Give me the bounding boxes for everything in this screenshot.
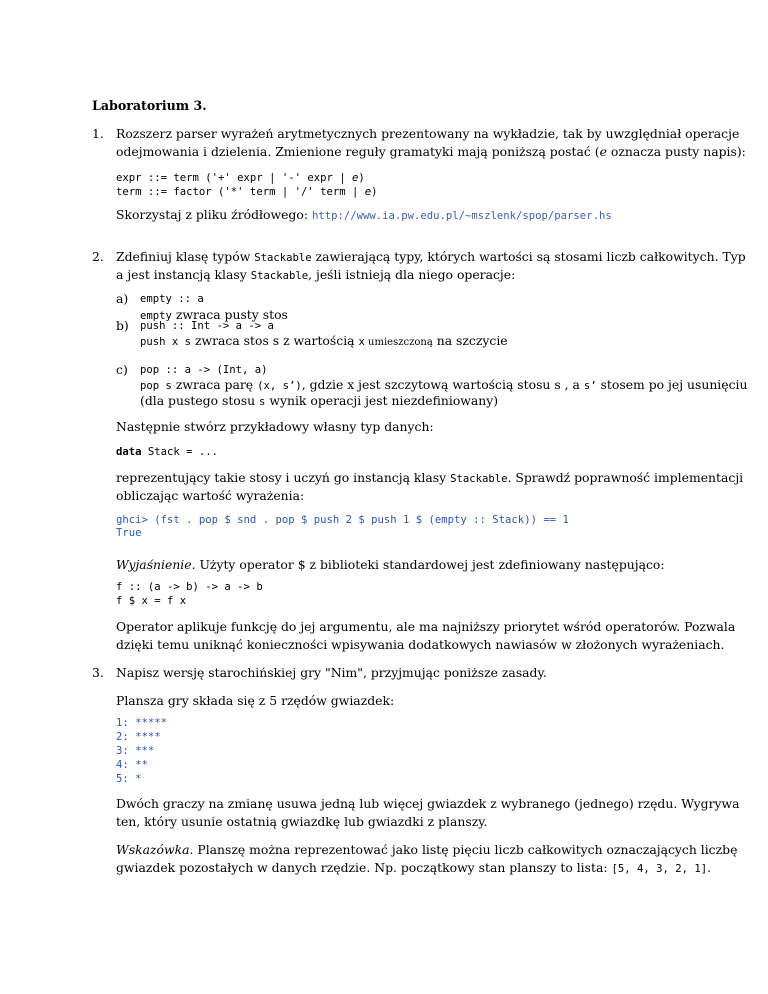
operator-type: f :: (a -> b) -> a -> b <box>116 581 263 593</box>
rules-line-2: ten, który usunie ostatnią gwiazdkę lub gwiazdki z planszy. <box>116 814 488 829</box>
push-description: push x s zwraca stos s z wartością x umieszczoną na szczycie <box>140 333 508 348</box>
board-row: 4: ** <box>116 759 148 771</box>
task-2-number: 2. <box>92 249 104 264</box>
task-1-line-1: Rozszerz parser wyrażeń arytmetycznych prezentowany na wykładzie, tak by uwzględniał operacje <box>116 126 740 141</box>
operator-note-line-1: Operator aplikuje funkcję do jej argumentu, ale ma najniższy priorytet wśród operatorów. Pozwala <box>116 619 736 634</box>
empty-signature: empty :: a <box>140 293 204 305</box>
representation-line-1: reprezentujący takie stosy i uczyń go instancją klasy Stackable. Sprawdź poprawność implementacji <box>116 470 744 485</box>
board-row: 5: * <box>116 773 142 785</box>
ghci-expression: ghci> (fst . pop $ snd . pop $ push 2 $ push 1 $ (empty :: Stack)) == 1 <box>116 514 569 526</box>
data-declaration: data Stack = ... <box>116 446 219 458</box>
task-1-number: 1. <box>92 126 104 141</box>
source-file-line: Skorzystaj z pliku źródłowego: http://www.ia.pw.edu.pl/~mszlenk/spop/parser.hs <box>116 207 612 222</box>
next-instruction: Następnie stwórz przykładowy własny typ danych: <box>116 419 434 434</box>
item-c-label: c) <box>116 362 128 377</box>
task-2-line-1: Zdefiniuj klasę typów Stackable zawierającą typy, których wartości są stosami liczb całkowitych. Typ <box>116 249 746 264</box>
document-title: Laboratorium 3. <box>92 98 207 113</box>
grammar-term-rule: term ::= factor ('*' term | '/' term | e) <box>116 186 378 198</box>
task-3-line-1: Napisz wersję starochińskiej gry "Nim", przyjmując poniższe zasady. <box>116 665 547 680</box>
representation-line-2: obliczając wartość wyrażenia: <box>116 488 305 503</box>
pop-description-line-1: pop s zwraca parę (x, s’), gdzie x jest szczytową wartością stosu s , a s’ stosem po jej usunięciu <box>140 377 748 392</box>
item-b-label: b) <box>116 318 129 333</box>
pop-signature: pop :: a -> (Int, a) <box>140 364 268 376</box>
grammar-expr-rule: expr ::= term ('+' expr | '-' expr | e) <box>116 172 365 184</box>
task-1-line-2: odejmowania i dzielenia. Zmienione reguły gramatyki mają poniższą postać (e oznacza pusty napis): <box>116 144 746 159</box>
task-3-number: 3. <box>92 665 104 680</box>
board-description: Plansza gry składa się z 5 rzędów gwiazdek: <box>116 693 395 708</box>
explanation-line: Wyjaśnienie. Użyty operator $ z biblioteki standardowej jest zdefiniowany następująco: <box>116 557 665 572</box>
ghci-result: True <box>116 527 142 539</box>
hint-line-1: Wskazówka. Planszę można reprezentować jako listę pięciu liczb całkowitych oznaczających liczbę <box>116 842 738 857</box>
empty-description: empty zwraca pusty stos <box>140 307 288 322</box>
board-row: 1: ***** <box>116 717 168 729</box>
rules-line-1: Dwóch graczy na zmianę usuwa jedną lub więcej gwiazdek z wybranego (jednego) rzędu. Wygrywa <box>116 796 740 811</box>
source-file-link[interactable]: http://www.ia.pw.edu.pl/~mszlenk/spop/parser.hs <box>311 210 612 222</box>
operator-definition: f $ x = f x <box>116 595 187 607</box>
operator-note-line-2: dzięki temu uniknąć konieczności wpisywania dodatkowych nawiasów w złożonych wyrażeniach. <box>116 637 725 652</box>
task-2-line-2: a jest instancją klasy Stackable, jeśli istnieją dla niego operacje: <box>116 267 516 282</box>
item-a-label: a) <box>116 291 129 306</box>
board-row: 3: *** <box>116 745 155 757</box>
hint-line-2: gwiazdek pozostałych w danych rzędzie. Np. początkowy stan planszy to lista: [5, 4, 3, 2, 1]. <box>116 860 712 875</box>
push-signature: push :: Int -> a -> a <box>140 320 274 332</box>
pop-description-line-2: (dla pustego stosu s wynik operacji jest niezdefiniowany) <box>140 393 499 408</box>
board-row: 2: **** <box>116 731 161 743</box>
